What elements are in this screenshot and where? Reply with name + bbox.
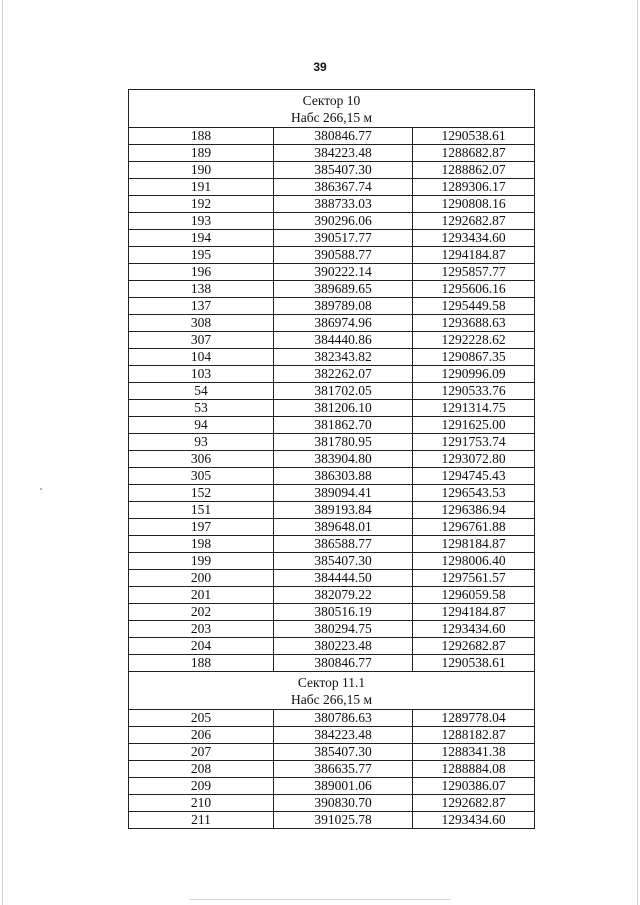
x-coordinate-cell: 390222.14: [274, 264, 413, 281]
y-coordinate-cell: 1288884.08: [413, 761, 535, 778]
table-row: [129, 264, 535, 281]
x-coordinate-cell: 389001.06: [274, 778, 413, 795]
table-row: [129, 196, 535, 213]
y-coordinate-cell: 1290533.76: [413, 383, 535, 400]
point-number-cell: 94: [129, 417, 274, 434]
point-number-cell: 209: [129, 778, 274, 795]
table-row: [129, 451, 535, 468]
y-coordinate-cell: 1290996.09: [413, 366, 535, 383]
y-coordinate-cell: 1290538.61: [413, 655, 535, 672]
table-row: [129, 604, 535, 621]
x-coordinate-cell: 389094.41: [274, 485, 413, 502]
table-row: [129, 366, 535, 383]
section-subtitle: Набс 266,15 м: [290, 109, 373, 125]
section-header-row: [129, 672, 535, 710]
point-number-cell: 93: [129, 434, 274, 451]
x-coordinate-cell: 384223.48: [274, 727, 413, 744]
table-row: [129, 638, 535, 655]
point-number-cell: 210: [129, 795, 274, 812]
x-coordinate-cell: 380294.75: [274, 621, 413, 638]
y-coordinate-cell: 1297561.57: [413, 570, 535, 587]
table-row: [129, 468, 535, 485]
table-row: [129, 519, 535, 536]
page-edge-left: [2, 0, 3, 905]
table-row: [129, 162, 535, 179]
point-number-cell: 193: [129, 213, 274, 230]
table-row: [129, 744, 535, 761]
point-number-cell: 196: [129, 264, 274, 281]
page-edge-bottom: [190, 899, 450, 900]
y-coordinate-cell: 1288682.87: [413, 145, 535, 162]
point-number-cell: 190: [129, 162, 274, 179]
point-number-cell: 192: [129, 196, 274, 213]
table-row: [129, 315, 535, 332]
x-coordinate-cell: 381206.10: [274, 400, 413, 417]
section-header: [129, 90, 535, 128]
x-coordinate-cell: 390830.70: [274, 795, 413, 812]
table-row: [129, 128, 535, 145]
y-coordinate-cell: 1290808.16: [413, 196, 535, 213]
point-number-cell: 54: [129, 383, 274, 400]
point-number-cell: 211: [129, 812, 274, 829]
point-number-cell: 308: [129, 315, 274, 332]
table-row: [129, 332, 535, 349]
point-number-cell: 201: [129, 587, 274, 604]
table-row: [129, 502, 535, 519]
x-coordinate-cell: 388733.03: [274, 196, 413, 213]
x-coordinate-cell: 386635.77: [274, 761, 413, 778]
point-number-cell: 189: [129, 145, 274, 162]
x-coordinate-cell: 381702.05: [274, 383, 413, 400]
table-row: [129, 710, 535, 727]
point-number-cell: 194: [129, 230, 274, 247]
point-number-cell: 152: [129, 485, 274, 502]
x-coordinate-cell: 390588.77: [274, 247, 413, 264]
y-coordinate-cell: 1293434.60: [413, 621, 535, 638]
y-coordinate-cell: 1289778.04: [413, 710, 535, 727]
section-subtitle: Набс 266,15 м: [290, 691, 373, 707]
table-row: [129, 400, 535, 417]
y-coordinate-cell: 1292682.87: [413, 638, 535, 655]
point-number-cell: 203: [129, 621, 274, 638]
y-coordinate-cell: 1292682.87: [413, 795, 535, 812]
x-coordinate-cell: 384444.50: [274, 570, 413, 587]
y-coordinate-cell: 1293688.63: [413, 315, 535, 332]
y-coordinate-cell: 1295606.16: [413, 281, 535, 298]
y-coordinate-cell: 1291625.00: [413, 417, 535, 434]
point-number-cell: 305: [129, 468, 274, 485]
point-number-cell: 202: [129, 604, 274, 621]
table-row: [129, 553, 535, 570]
page-number: 39: [313, 60, 327, 74]
section-header-row: [129, 90, 535, 128]
x-coordinate-cell: 380846.77: [274, 128, 413, 145]
x-coordinate-cell: 386974.96: [274, 315, 413, 332]
x-coordinate-cell: 380223.48: [274, 638, 413, 655]
point-number-cell: 206: [129, 727, 274, 744]
x-coordinate-cell: 382079.22: [274, 587, 413, 604]
y-coordinate-cell: 1293434.60: [413, 812, 535, 829]
y-coordinate-cell: 1288341.38: [413, 744, 535, 761]
point-number-cell: 138: [129, 281, 274, 298]
table-row: [129, 230, 535, 247]
x-coordinate-cell: 381780.95: [274, 434, 413, 451]
y-coordinate-cell: 1296761.88: [413, 519, 535, 536]
y-coordinate-cell: 1292682.87: [413, 213, 535, 230]
page-edge-right: [637, 0, 638, 905]
coordinates-table: [128, 89, 535, 829]
point-number-cell: 151: [129, 502, 274, 519]
point-number-cell: 103: [129, 366, 274, 383]
table-row: [129, 727, 535, 744]
y-coordinate-cell: 1293434.60: [413, 230, 535, 247]
section-title: Сектор 11.1: [297, 674, 366, 690]
x-coordinate-cell: 382262.07: [274, 366, 413, 383]
point-number-cell: 207: [129, 744, 274, 761]
point-number-cell: 307: [129, 332, 274, 349]
y-coordinate-cell: 1296386.94: [413, 502, 535, 519]
x-coordinate-cell: 389789.08: [274, 298, 413, 315]
table-row: [129, 417, 535, 434]
x-coordinate-cell: 386303.88: [274, 468, 413, 485]
point-number-cell: 188: [129, 128, 274, 145]
point-number-cell: 306: [129, 451, 274, 468]
point-number-cell: 205: [129, 710, 274, 727]
table-row: [129, 570, 535, 587]
x-coordinate-cell: 380786.63: [274, 710, 413, 727]
x-coordinate-cell: 389689.65: [274, 281, 413, 298]
table-row: [129, 621, 535, 638]
table-row: [129, 145, 535, 162]
x-coordinate-cell: 384223.48: [274, 145, 413, 162]
x-coordinate-cell: 389648.01: [274, 519, 413, 536]
section-header: [129, 672, 535, 710]
point-number-cell: 53: [129, 400, 274, 417]
point-number-cell: 200: [129, 570, 274, 587]
x-coordinate-cell: 383904.80: [274, 451, 413, 468]
y-coordinate-cell: 1295449.58: [413, 298, 535, 315]
point-number-cell: 104: [129, 349, 274, 366]
y-coordinate-cell: 1298006.40: [413, 553, 535, 570]
y-coordinate-cell: 1289306.17: [413, 179, 535, 196]
point-number-cell: 198: [129, 536, 274, 553]
y-coordinate-cell: 1288182.87: [413, 727, 535, 744]
point-number-cell: 208: [129, 761, 274, 778]
y-coordinate-cell: 1290867.35: [413, 349, 535, 366]
x-coordinate-cell: 390517.77: [274, 230, 413, 247]
y-coordinate-cell: 1294184.87: [413, 247, 535, 264]
table-row: [129, 434, 535, 451]
x-coordinate-cell: 386588.77: [274, 536, 413, 553]
x-coordinate-cell: 386367.74: [274, 179, 413, 196]
point-number-cell: 188: [129, 655, 274, 672]
table-row: [129, 655, 535, 672]
y-coordinate-cell: 1296059.58: [413, 587, 535, 604]
point-number-cell: 195: [129, 247, 274, 264]
point-number-cell: 191: [129, 179, 274, 196]
x-coordinate-cell: 380516.19: [274, 604, 413, 621]
y-coordinate-cell: 1295857.77: [413, 264, 535, 281]
point-number-cell: 197: [129, 519, 274, 536]
x-coordinate-cell: 390296.06: [274, 213, 413, 230]
table-row: [129, 247, 535, 264]
table-row: [129, 349, 535, 366]
table-row: [129, 298, 535, 315]
x-coordinate-cell: 381862.70: [274, 417, 413, 434]
y-coordinate-cell: 1288862.07: [413, 162, 535, 179]
point-number-cell: 137: [129, 298, 274, 315]
table-row: [129, 179, 535, 196]
table-row: [129, 485, 535, 502]
table-row: [129, 795, 535, 812]
y-coordinate-cell: 1294745.43: [413, 468, 535, 485]
point-number-cell: 204: [129, 638, 274, 655]
x-coordinate-cell: 385407.30: [274, 553, 413, 570]
x-coordinate-cell: 382343.82: [274, 349, 413, 366]
x-coordinate-cell: 385407.30: [274, 744, 413, 761]
y-coordinate-cell: 1290386.07: [413, 778, 535, 795]
x-coordinate-cell: 385407.30: [274, 162, 413, 179]
table-row: [129, 281, 535, 298]
y-coordinate-cell: 1293072.80: [413, 451, 535, 468]
table-row: [129, 213, 535, 230]
y-coordinate-cell: 1296543.53: [413, 485, 535, 502]
y-coordinate-cell: 1291753.74: [413, 434, 535, 451]
table-row: [129, 587, 535, 604]
x-coordinate-cell: 391025.78: [274, 812, 413, 829]
y-coordinate-cell: 1291314.75: [413, 400, 535, 417]
y-coordinate-cell: 1298184.87: [413, 536, 535, 553]
table-row: [129, 536, 535, 553]
y-coordinate-cell: 1294184.87: [413, 604, 535, 621]
y-coordinate-cell: 1290538.61: [413, 128, 535, 145]
table-row: [129, 383, 535, 400]
section-title: Сектор 10: [302, 92, 361, 108]
table-row: [129, 778, 535, 795]
y-coordinate-cell: 1292228.62: [413, 332, 535, 349]
x-coordinate-cell: 389193.84: [274, 502, 413, 519]
x-coordinate-cell: 384440.86: [274, 332, 413, 349]
scan-speck: [40, 488, 42, 490]
table-row: [129, 812, 535, 829]
table-row: [129, 761, 535, 778]
coordinates-table-body: [129, 90, 535, 829]
x-coordinate-cell: 380846.77: [274, 655, 413, 672]
point-number-cell: 199: [129, 553, 274, 570]
